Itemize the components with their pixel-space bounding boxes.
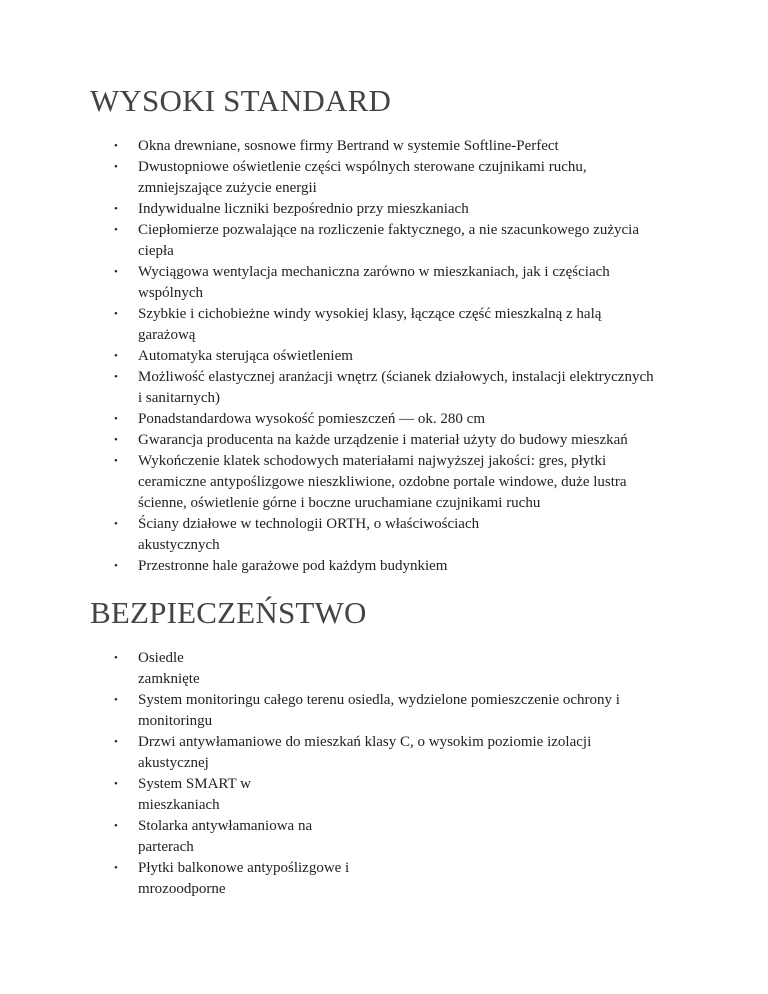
list-item-text: mieszkaniach: [138, 797, 220, 813]
list-item-text: i sanitarnych): [138, 390, 221, 406]
list-item: [90, 774, 690, 816]
bullet-icon: •: [114, 266, 118, 278]
list-item: [90, 157, 690, 199]
bullet-icon: •: [114, 652, 118, 664]
bullet-icon: •: [114, 140, 118, 152]
bullet-icon: •: [114, 371, 118, 383]
list-item-text: zamknięte: [138, 671, 200, 687]
list-item-text: Gwarancja producenta na każde urządzenie i materiał użyty do budowy mieszkań: [138, 432, 628, 448]
list-wysoki-standard: [90, 136, 690, 577]
list-item-text: System SMART w: [138, 776, 252, 792]
list-item-text: Automatyka sterująca oświetleniem: [138, 348, 353, 364]
bullet-icon: •: [114, 350, 118, 362]
list-item-text: monitoringu: [138, 713, 213, 729]
bullet-icon: •: [114, 862, 118, 874]
bullet-icon: •: [114, 820, 118, 832]
bullet-icon: •: [114, 455, 118, 467]
list-item-text: wspólnych: [138, 285, 203, 301]
list-item-text: mrozoodporne: [138, 881, 226, 897]
list-item-text: Wykończenie klatek schodowych materiałami najwyższej jakości: gres, płytki: [138, 453, 607, 469]
bullet-icon: •: [114, 413, 118, 425]
list-item-text: ceramiczne antypoślizgowe nieszkliwione, ozdobne portale windowe, duże lustra: [138, 474, 627, 490]
section-heading-bezpieczenstwo: BEZPIECZEŃSTWO: [90, 595, 367, 630]
list-item: [90, 430, 690, 451]
list-item: [90, 858, 690, 900]
list-item: [90, 136, 690, 157]
bullet-icon: •: [114, 161, 118, 173]
list-item: [90, 732, 690, 774]
list-item-text: Drzwi antywłamaniowe do mieszkań klasy C, o wysokim poziomie izolacji: [138, 734, 592, 750]
list-item-text: garażową: [138, 327, 196, 343]
list-item-text: Płytki balkonowe antypoślizgowe i: [138, 860, 350, 876]
bullet-icon: •: [114, 518, 118, 530]
list-item-text: Ściany działowe w technologii ORTH, o właściwościach: [138, 516, 480, 532]
list-item-text: System monitoringu całego terenu osiedla, wydzielone pomieszczenie ochrony i: [138, 692, 620, 708]
list-item-text: akustycznych: [138, 537, 220, 553]
list-item: [90, 346, 690, 367]
list-item: [90, 199, 690, 220]
list-item: [90, 409, 690, 430]
bullet-icon: •: [114, 560, 118, 572]
list-item: [90, 304, 690, 346]
bullet-icon: •: [114, 203, 118, 215]
list-item-text: Możliwość elastycznej aranżacji wnętrz (ścianek działowych, instalacji elektrycznych: [138, 369, 654, 385]
list-item-text: parterach: [138, 839, 194, 855]
bullet-icon: •: [114, 736, 118, 748]
list-item-text: Ponadstandardowa wysokość pomieszczeń — ok. 280 cm: [138, 411, 486, 427]
list-item-text: Ciepłomierze pozwalające na rozliczenie faktycznego, a nie szacunkowego zużycia: [138, 222, 639, 238]
list-item-text: Osiedle: [138, 650, 184, 666]
list-item-text: Wyciągowa wentylacja mechaniczna zarówno w mieszkaniach, jak i częściach: [138, 264, 610, 280]
list-item-text: Stolarka antywłamaniowa na: [138, 818, 313, 834]
list-item: [90, 451, 690, 514]
list-item-text: Szybkie i cichobieżne windy wysokiej klasy, łączące część mieszkalną z halą: [138, 306, 602, 322]
list-item: [90, 690, 690, 732]
bullet-icon: •: [114, 434, 118, 446]
list-item: [90, 816, 690, 858]
list-bezpieczenstwo: [90, 648, 690, 900]
section-heading-wysoki-standard: WYSOKI STANDARD: [90, 83, 392, 118]
list-item-text: ciepła: [138, 243, 174, 259]
bullet-icon: •: [114, 694, 118, 706]
list-item: [90, 220, 690, 262]
list-item-text: ścienne, oświetlenie górne i boczne uruchamiane czujnikami ruchu: [138, 495, 541, 511]
bullet-icon: •: [114, 224, 118, 236]
list-item-text: zmniejszające zużycie energii: [138, 180, 317, 196]
list-item: [90, 648, 690, 690]
list-item-text: Okna drewniane, sosnowe firmy Bertrand w systemie Softline-Perfect: [138, 138, 559, 154]
bullet-icon: •: [114, 308, 118, 320]
list-item: [90, 367, 690, 409]
list-item: [90, 262, 690, 304]
list-item-text: Dwustopniowe oświetlenie części wspólnych sterowane czujnikami ruchu,: [138, 159, 587, 175]
list-item-text: akustycznej: [138, 755, 209, 771]
list-item-text: Przestronne hale garażowe pod każdym budynkiem: [138, 558, 448, 574]
list-item-text: Indywidualne liczniki bezpośrednio przy mieszkaniach: [138, 201, 469, 217]
list-item: [90, 514, 690, 556]
list-item: [90, 556, 690, 577]
bullet-icon: •: [114, 778, 118, 790]
